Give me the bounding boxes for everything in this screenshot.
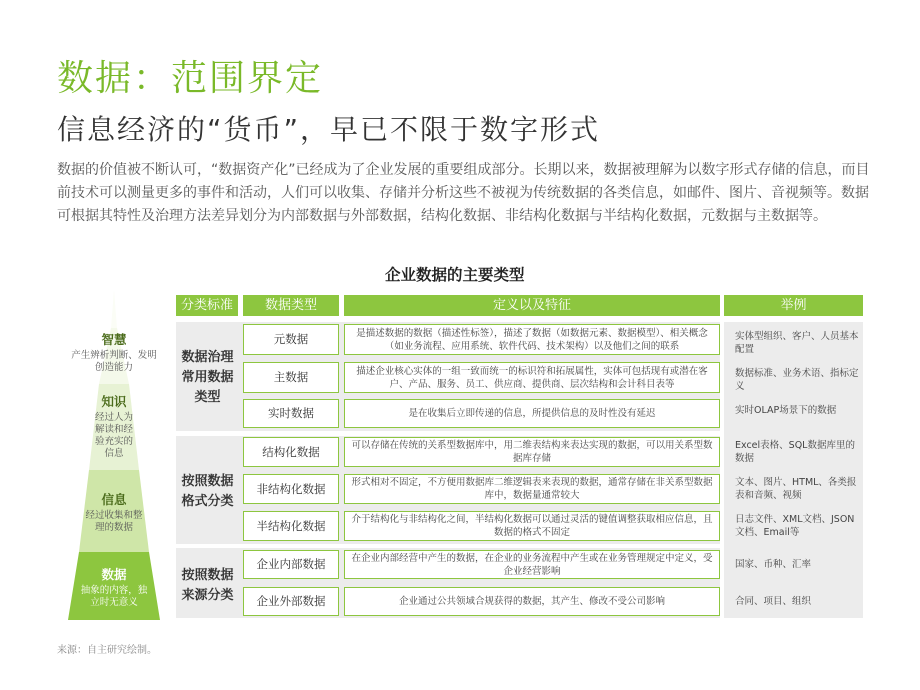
pyramid-data-title: 数据 [101,567,127,582]
definition-metadata: 是描述数据的数据（描述性标签），描述了数据（如数据元素、数据模型）、相关概念（如业务流程、应用系统、软件代码、技术架构）以及他们之间的联系 [344,324,720,355]
header-criterion: 分类标准 [176,295,238,316]
example-semi-structured: 日志文件、XML文档、JSON文档、Email等 [735,514,855,538]
table-title: 企业数据的主要类型 [385,266,525,284]
type-external: 企业外部数据 [243,587,339,616]
example-structured: Excel表格、SQL数据库里的数据 [735,440,855,464]
example-external: 合同、项目、组织 [735,596,812,607]
pyramid-knowledge-title: 知识 [101,394,127,409]
page-subtitle: 信息经济的“货币”，早已不限于数字形式 [57,113,601,146]
example-internal: 国家、币种、汇率 [735,559,812,570]
pyramid-wisdom-title: 智慧 [101,332,127,347]
example-unstructured: 文本、图片、HTML、各类报表和音频、视频 [735,477,857,501]
type-structured: 结构化数据 [243,437,339,467]
definition-external: 企业通过公共领域合规获得的数据，其产生、修改不受公司影响 [344,587,720,616]
header-definition: 定义以及特征 [344,295,720,316]
header-data-type: 数据类型 [243,295,339,316]
example-master-data: 数据标准、业务术语、指标定义 [735,368,859,392]
pyramid-information [68,490,160,534]
pyramid-knowledge [68,392,160,460]
pyramid-information-title: 信息 [101,492,127,507]
dikw-pyramid [68,290,160,630]
type-master-data: 主数据 [243,362,339,393]
group-format-label: 按照数据格式分类 [181,474,234,509]
group-source-label: 按照数据来源分类 [181,568,234,603]
type-internal: 企业内部数据 [243,550,339,579]
pyramid-wisdom [68,330,160,374]
pyramid-knowledge-desc: 经过人为解读和经验充实的信息 [94,412,133,459]
pyramid-wisdom-desc: 产生辨析判断、发明创造能力 [71,350,157,373]
type-metadata: 元数据 [243,324,339,355]
definition-structured: 可以存储在传统的关系型数据库中，用二维表结构来表达实现的数据，可以用关系型数据库存储 [344,437,720,467]
type-semi-structured: 半结构化数据 [243,511,339,541]
intro-paragraph: 数据的价值被不断认可，“数据资产化”已经成为了企业发展的重要组成部分。长期以来，数据被理解为以数字形式存储的信息，而目前技术可以测量更多的事件和活动，人们可以收集、存储并分析这些不被视为传统数据的各类信息，如邮件、图片、音视频等。数据可根据其特性及治理方法差异划分为内部数据与外部数据，结构化数据、非结构化数据与半结构化数据，元数据与主数据等。 [57,162,870,224]
definition-semi-structured: 介于结构化与非结构化之间，半结构化数据可以通过灵活的键值调整获取相应信息，且数据的格式不固定 [344,511,720,541]
page-title: 数据：范围界定 [57,58,324,99]
source-note: 来源：自主研究绘制。 [57,645,157,656]
example-realtime-data: 实时OLAP场景下的数据 [735,405,837,416]
type-realtime-data: 实时数据 [243,399,339,428]
example-metadata: 实体型组织、客户、人员基本配置 [735,331,859,355]
definition-internal: 在企业内部经营中产生的数据，在企业的业务流程中产生或在业务管理规定中定义，受企业经营影响 [344,550,720,579]
group-governance-label: 数据治理常用数据类型 [181,350,234,405]
definition-master-data: 描述企业核心实体的一组一致而统一的标识符和拓展属性，实体可包括现有或潜在客户、产品、服务、员工、供应商、提供商、层次结构和会计科目表等 [344,362,720,393]
definition-unstructured: 形式相对不固定，不方便用数据库二维逻辑表来表现的数据，通常存储在非关系型数据库中，数据量通常较大 [344,474,720,504]
definition-realtime-data: 是在收集后立即传递的信息，所提供信息的及时性没有延迟 [344,399,720,428]
pyramid-tip [111,290,117,328]
type-unstructured: 非结构化数据 [243,474,339,504]
header-example: 举例 [724,295,863,316]
pyramid-information-desc: 经过收集和整理的数据 [85,510,143,533]
pyramid-data-desc: 抽象的内容，独立时无意义 [80,585,148,608]
pyramid-data [68,565,160,609]
